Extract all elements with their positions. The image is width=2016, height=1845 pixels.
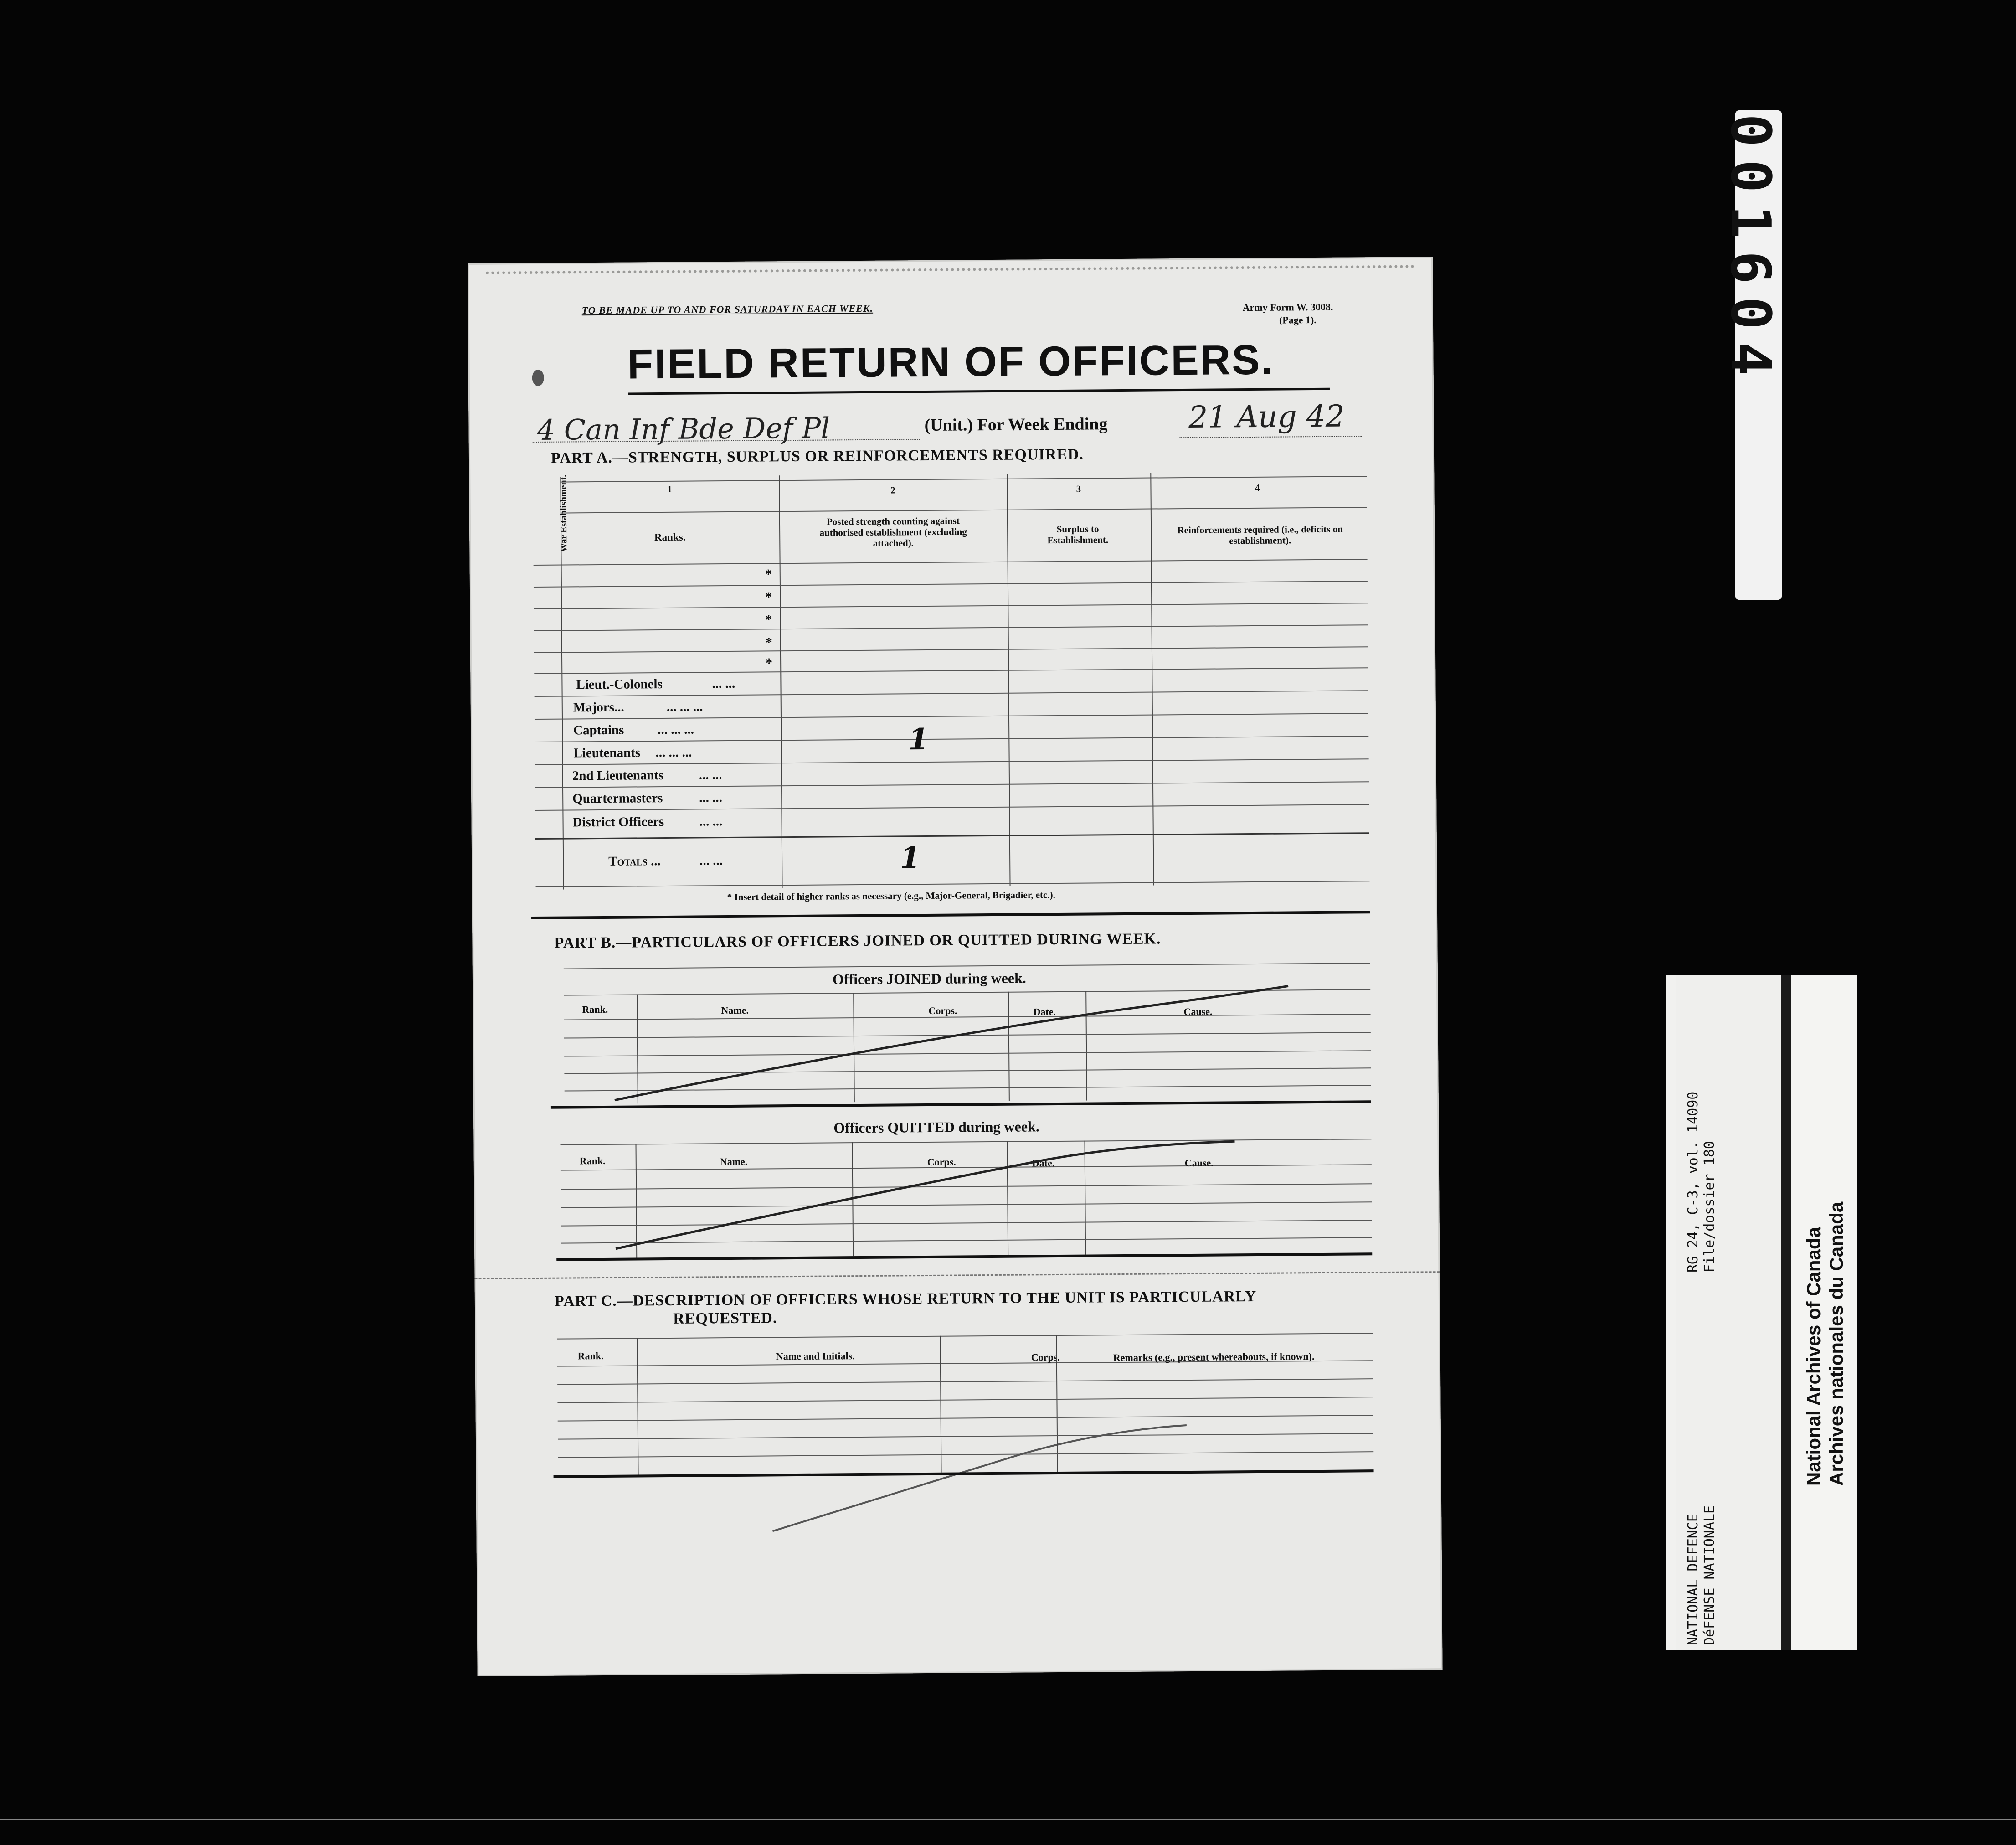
joined-cancel-stroke [614,986,1289,1100]
reference-line-2: File/dossier 180 [1702,1141,1718,1273]
totals-dots: ... ... [699,853,723,868]
rank-dots: ... ... ... [655,745,692,760]
rank-label: District Officers [572,814,664,830]
lieutenants-posted-value: 1 [908,722,929,757]
card-divider [1781,975,1791,1650]
col-4-number: 4 [1255,482,1260,493]
quitted-col-name: Name. [720,1155,748,1168]
top-note: TO BE MADE UP TO AND FOR SATURDAY IN EACH WEEK. [581,302,874,316]
cancel-strokes [468,257,1443,1676]
form-number: Army Form W. 3008. [1242,301,1333,314]
joined-col-rank: Rank. [582,1003,608,1015]
rank-label: Majors... [573,700,624,715]
col-2-number: 2 [890,484,895,496]
star-marker: * [765,589,772,605]
form-page [468,257,1443,1676]
star-marker: * [765,567,772,582]
quitted-col-rank: Rank. [579,1154,606,1167]
dept-line-1: NATIONAL DEFENCE [1685,1514,1701,1645]
week-ending-handwritten: 21 Aug 42 [1188,398,1345,435]
part-c-heading-line1: PART C.—DESCRIPTION OF OFFICERS WHOSE RETURN TO THE UNIT IS PARTICULARLY [554,1288,1257,1310]
part-c-cancel-stroke [772,1425,1188,1531]
rank-label: Lieutenants [573,745,641,761]
rank-dots: ... ... ... [658,722,694,737]
rank-dots: ... ... ... [666,699,703,714]
col-3-label: Surplus to Establishment. [1047,523,1109,546]
joined-col-corps: Corps. [928,1005,957,1016]
rank-label: Quartermasters [572,791,663,806]
unit-handwritten: 4 Can Inf Bde Def Pl [537,411,830,447]
part-b-heading: PART B.—PARTICULARS OF OFFICERS JOINED OR QUITTED DURING WEEK. [554,930,1161,952]
joined-col-cause: Cause. [1183,1005,1213,1018]
part-c-col-rank: Rank. [577,1350,604,1362]
quitted-col-corps: Corps. [927,1156,956,1168]
joined-title: Officers JOINED during week. [832,969,1026,988]
col-2-label: Posted strength counting against authorised establishment (excluding attached). [819,515,967,549]
quitted-col-cause: Cause. [1184,1157,1214,1169]
joined-col-name: Name. [721,1004,749,1016]
rank-label: 2nd Lieutenants [572,768,664,783]
part-c-heading-line2: REQUESTED. [673,1309,777,1327]
part-a-heading: PART A.—STRENGTH, SURPLUS OR REINFORCEMENTS REQUIRED. [550,446,1084,467]
quitted-title: Officers QUITTED during week. [833,1118,1039,1136]
totals-posted-value: 1 [900,841,921,876]
quitted-cancel-stroke [615,1141,1236,1248]
form-title: FIELD RETURN OF OFFICERS. [627,336,1275,388]
rank-dots: ... ... [699,814,723,829]
col-1-label: Ranks. [654,531,686,543]
rank-dots: ... ... [699,790,723,805]
col-3-number: 3 [1076,483,1081,495]
film-edge-line [0,1819,2016,1820]
part-a-footnote: * Insert detail of higher ranks as necessary (e.g., Major-General, Brigadier, etc.). [727,889,1055,903]
rank-dots: ... ... [699,768,722,783]
reference-line-1: RG 24, C-3, vol. 14090 [1685,1091,1701,1273]
rank-dots: ... ... [712,676,735,691]
star-marker: * [765,612,772,628]
unit-label: (Unit.) For Week Ending [924,414,1108,435]
rank-label: Captains [573,722,624,738]
star-marker: * [766,655,773,671]
part-c-col-remarks: Remarks (e.g., present whereabouts, if known). [1113,1350,1315,1364]
page-number: (Page 1). [1279,314,1317,326]
totals-label: Totals ... [608,854,661,869]
joined-col-date: Date. [1033,1006,1056,1018]
frame-number-strip [1718,110,1782,600]
col-1-number: 1 [667,483,672,495]
frame-number: 001604 [1718,114,1782,388]
part-c-col-name: Name and Initials. [776,1350,855,1362]
star-marker: * [765,635,772,650]
quitted-col-date: Date. [1032,1157,1055,1169]
war-establishment-label: War Establishment. [558,474,569,552]
rank-label: Lieut.-Colonels [576,677,663,692]
col-4-label: Reinforcements required (i.e., deficits on establishment). [1177,523,1343,546]
archives-name-en: National Archives of Canada [1803,1227,1824,1486]
archives-name-fr: Archives nationales du Canada [1826,1201,1847,1486]
part-c-col-corps: Corps. [1031,1351,1060,1363]
dept-line-2: DéFENSE NATIONALE [1702,1505,1718,1645]
archive-card [1666,975,1857,1650]
